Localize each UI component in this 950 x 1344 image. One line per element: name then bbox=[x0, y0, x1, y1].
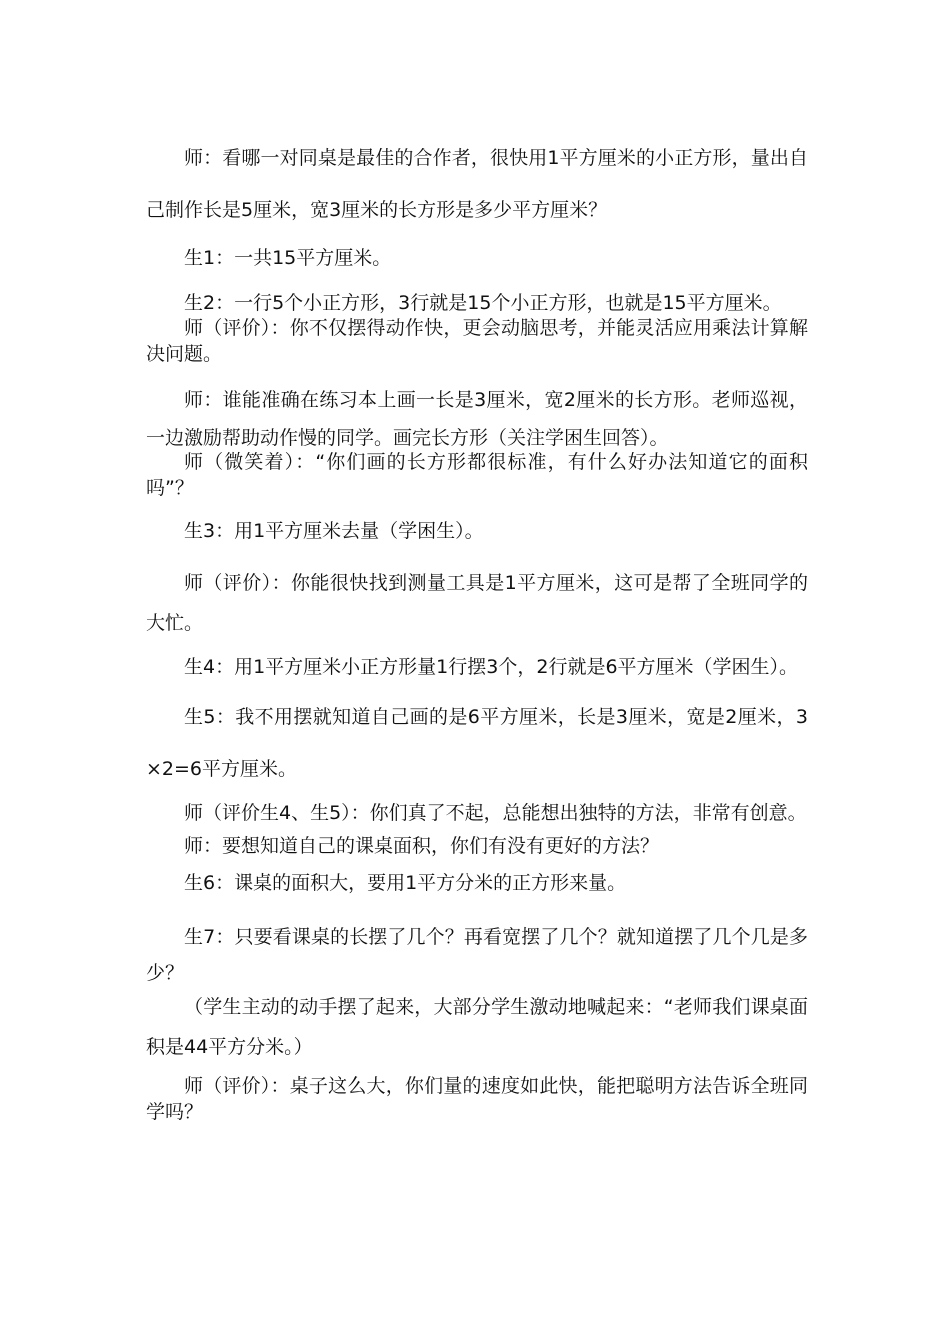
paragraph-9: 生4：用1平方厘米小正方形量1行摆3个，2行就是6平方厘米（学困生）。 bbox=[184, 656, 799, 678]
paragraph-3: 生2：一行5个小正方形，3行就是15个小正方形，也就是15平方厘米。 bbox=[184, 292, 782, 314]
document-body bbox=[146, 132, 808, 1125]
paragraph-1: 师：看哪一对同桌是最佳的合作者，很快用1平方厘米的小正方形，量出自己制作长是5厘米，宽3厘米的长方形是多少平方厘米？ bbox=[146, 147, 808, 221]
paragraph-13: 生6：课桌的面积大，要用1平方分米的正方形来量。 bbox=[184, 872, 627, 894]
paragraph-15: （学生主动的动手摆了起来，大部分学生激动地喊起来：“老师我们课桌面积是44平方分米。） bbox=[146, 996, 808, 1058]
paragraph-5: 师：谁能准确在练习本上画一长是3厘米，宽2厘米的长方形。老师巡视，一边激励帮助动作慢的同学。画完长方形（关注学困生回答）。 bbox=[146, 389, 808, 449]
paragraph-11: 师（评价生4、生5）：你们真了不起，总能想出独特的方法，非常有创意。 bbox=[184, 802, 807, 824]
paragraph-12: 师：要想知道自己的课桌面积，你们有没有更好的方法？ bbox=[184, 835, 660, 857]
paragraph-7: 生3：用1平方厘米去量（学困生）。 bbox=[184, 520, 484, 542]
paragraph-16: 师（评价）：桌子这么大，你们量的速度如此快，能把聪明方法告诉全班同学吗？ bbox=[146, 1075, 808, 1123]
paragraph-10: 生5：我不用摆就知道自己画的是6平方厘米，长是3厘米，宽是2厘米，3×2=6平方厘米。 bbox=[146, 706, 808, 780]
paragraph-8: 师（评价）：你能很快找到测量工具是1平方厘米，这可是帮了全班同学的大忙。 bbox=[146, 572, 808, 634]
paragraph-4: 师（评价）：你不仅摆得动作快，更会动脑思考，并能灵活应用乘法计算解决问题。 bbox=[146, 317, 808, 365]
paragraph-6: 师（微笑着）：“你们画的长方形都很标准，有什么好办法知道它的面积吗”？ bbox=[146, 451, 808, 499]
paragraph-14: 生7：只要看课桌的长摆了几个？再看宽摆了几个？就知道摆了几个几是多少？ bbox=[146, 926, 808, 984]
paragraph-2: 生1：一共15平方厘米。 bbox=[184, 247, 392, 269]
